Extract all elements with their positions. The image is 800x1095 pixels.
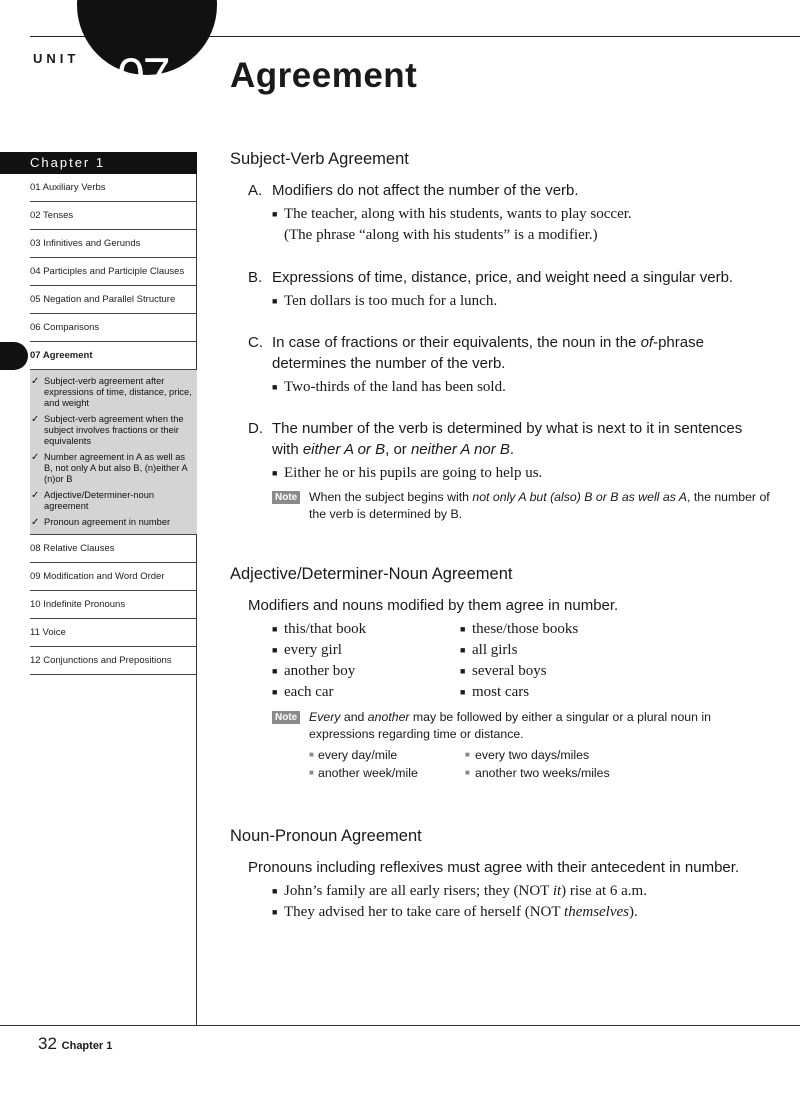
page-number: 32: [38, 1034, 57, 1053]
bottom-rule: [0, 1025, 800, 1026]
example-text: Two-thirds of the land has been sold.: [284, 379, 506, 395]
sidebar-subitem-label: Subject-verb agreement when the subject involves fractions or their equivalents: [44, 414, 184, 446]
example: ■ each car: [272, 684, 334, 700]
note: Note When the subject begins with not only A but (also) B or B as well as A, the number of the verb is determined by B.: [230, 489, 770, 523]
rule-letter: B.: [248, 269, 263, 286]
example-column-left: [230, 619, 460, 703]
example: ■ these/those books: [460, 621, 579, 637]
note: Note Every and another may be followed by either a singular or a plural noun in expressions regarding time or distance.: [230, 709, 770, 743]
sidebar-subitem-label: Pronoun agreement in number: [44, 517, 171, 527]
small-example: ■ another week/mile: [309, 766, 418, 780]
rule-d: D. The number of the verb is determined by what is next to it in sentences with either A or B, or neither A nor B.: [248, 420, 743, 458]
sidebar-item[interactable]: 05 Negation and Parallel Structure: [30, 286, 197, 314]
example-text: The teacher, along with his students, wants to play soccer.: [284, 206, 632, 222]
sidebar-item[interactable]: 06 Comparisons: [30, 314, 197, 342]
small-example: ■ another two weeks/miles: [465, 766, 610, 780]
example: ■ this/that book: [272, 621, 367, 637]
section-intro: Modifiers and nouns modified by them agree in number.: [248, 597, 619, 614]
rule-text: Expressions of time, distance, price, and weight need a singular verb.: [272, 269, 734, 286]
sidebar-item[interactable]: 10 Indefinite Pronouns: [30, 591, 197, 619]
example: ■ Ten dollars is too much for a lunch.: [272, 293, 498, 309]
rule-text: Modifiers do not affect the number of the verb.: [272, 182, 579, 199]
example: ■ The teacher, along with his students, wants to play soccer.: [272, 206, 632, 222]
example-text: Ten dollars is too much for a lunch.: [284, 293, 498, 309]
sidebar-subitem[interactable]: [30, 452, 193, 485]
unit-label: UNIT: [33, 51, 80, 66]
active-marker: [0, 342, 28, 370]
section-title: Noun-Pronoun Agreement: [230, 827, 422, 845]
page-title: Agreement: [230, 56, 418, 95]
rule-letter: A.: [248, 182, 263, 199]
sidebar-item[interactable]: 02 Tenses: [30, 202, 197, 230]
example: ■ every girl: [272, 642, 342, 658]
check-icon: ✓: [31, 414, 40, 425]
sidebar-item[interactable]: 03 Infinitives and Gerunds: [30, 230, 197, 258]
rule-letter: D.: [248, 420, 263, 437]
sidebar-subitem-label: Number agreement in A as well as B, not only A but also B, (n)either A (n)or B: [44, 452, 188, 484]
sidebar-subitem[interactable]: [30, 376, 193, 409]
sidebar-chapter-header: Chapter 1: [0, 152, 197, 174]
rule-letter: C.: [248, 334, 263, 351]
check-icon: ✓: [31, 490, 40, 501]
small-column-left: [230, 746, 460, 782]
small-example: ■ every two days/miles: [465, 748, 590, 762]
small-column-right: [460, 746, 690, 782]
page-footer: [38, 1034, 112, 1054]
example: ■ John’s family are all early risers; they (NOT it) rise at 6 a.m.: [272, 883, 647, 899]
sidebar-item[interactable]: 01 Auxiliary Verbs: [30, 174, 197, 202]
section-title: Subject-Verb Agreement: [230, 150, 409, 168]
sidebar-subitem[interactable]: [30, 414, 193, 447]
rule-b: [230, 267, 770, 288]
example: ■ another boy: [272, 663, 356, 679]
check-icon: ✓: [31, 517, 40, 528]
footer-chapter: Chapter 1: [61, 1040, 113, 1052]
rule-c: C. In case of fractions or their equivalents, the noun in the of-phrase determines the number of the verb.: [248, 334, 704, 372]
section-intro: Pronouns including reflexives must agree with their antecedent in number.: [248, 859, 740, 876]
sidebar-item-label: 07 Agreement: [30, 350, 93, 361]
example: ■ most cars: [460, 684, 530, 700]
note-badge: Note: [272, 491, 300, 504]
main-content: [230, 150, 770, 923]
example: ■ Two-thirds of the land has been sold.: [272, 379, 506, 395]
unit-number: 07: [117, 48, 169, 104]
example: ■ They advised her to take care of herself (NOT themselves).: [272, 904, 638, 920]
sidebar-subitem[interactable]: [30, 490, 193, 512]
sidebar-item[interactable]: 09 Modification and Word Order: [30, 563, 197, 591]
sidebar-item-active[interactable]: [30, 342, 197, 370]
example: ■ all girls: [460, 642, 518, 658]
check-icon: ✓: [31, 376, 40, 387]
sidebar-item[interactable]: 04 Participles and Participle Clauses: [30, 258, 197, 286]
sidebar-subitem-label: Adjective/Determiner-noun agreement: [44, 490, 155, 511]
example: ■ Either he or his pupils are going to help us.: [272, 465, 543, 481]
sidebar-item[interactable]: 08 Relative Clauses: [30, 535, 197, 563]
example-comment: (The phrase “along with his students” is a modifier.): [284, 227, 598, 243]
small-example-columns: [230, 746, 770, 782]
sidebar-item[interactable]: 11 Voice: [30, 619, 197, 647]
sidebar-item[interactable]: 12 Conjunctions and Prepositions: [30, 647, 197, 675]
example-column-right: [460, 619, 690, 703]
example: ■ several boys: [460, 663, 547, 679]
sidebar-subitem[interactable]: [30, 517, 193, 528]
rule-a: [230, 180, 770, 201]
sidebar-subtopics: [30, 370, 197, 535]
section-title: Adjective/Determiner-Noun Agreement: [230, 565, 513, 583]
sidebar-subitem-label: Subject-verb agreement after expressions of time, distance, price, and weight: [44, 376, 192, 408]
check-icon: ✓: [31, 452, 40, 463]
sidebar: [0, 152, 197, 675]
note-badge: Note: [272, 711, 300, 724]
example-text: Either he or his pupils are going to help us.: [284, 465, 543, 481]
small-example: ■ every day/mile: [309, 748, 398, 762]
example-columns: [230, 619, 770, 703]
